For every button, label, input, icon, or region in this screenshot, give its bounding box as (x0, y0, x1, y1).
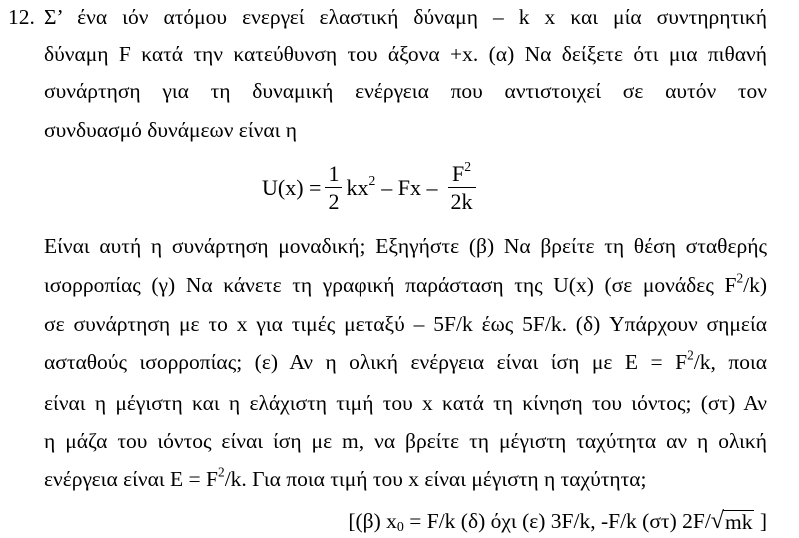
fraction-denominator: 2k (448, 187, 476, 216)
text-line-3: συνάρτηση για τη δυναμική ενέργεια που αντιστοιχεί σε αυτόν τον (44, 79, 767, 103)
eq-kx-term (346, 175, 375, 201)
text-line-8-b: /k, ποια (693, 350, 767, 374)
answer-open: [(β) x (348, 509, 397, 533)
radicand: mk (724, 510, 753, 534)
eq-kx: kx (346, 175, 369, 200)
answer-middle: = F/k (δ) όχι (ε) 3F/k, -F/k (στ) 2F/ (403, 509, 711, 533)
radical-sign-icon: √ (710, 508, 724, 534)
text-line-11-b: /k. Για ποια τιμή του x είναι μέγιστη η ταχύτητα; (224, 467, 647, 491)
text-line-4: συνδυασμό δυνάμεων είναι η (44, 118, 298, 142)
eq-f: F (451, 160, 465, 186)
potential-energy-equation (262, 152, 480, 224)
eq-lhs: U(x) = (262, 175, 322, 200)
text-line-9: είναι η μέγιστη και η ελάχιστη τιμή του x κατά τη κίνηση του ιόντος; (στ) Αν (44, 391, 767, 415)
text-line-10: η μάζα του ιόντος είναι ίση με m, να βρείτε τη μέγιστη ταχύτητα αν η ολική (44, 429, 767, 453)
square-root (711, 509, 755, 533)
fraction-f-squared-over-2k (448, 158, 476, 216)
fraction-denominator: 2 (325, 187, 342, 216)
superscript: 2 (218, 464, 225, 480)
fraction-numerator: 1 (328, 160, 340, 186)
text-line-6 (44, 270, 767, 300)
text-line-8 (44, 347, 767, 377)
problem-number: 12. (8, 5, 35, 29)
eq-middle-terms: – Fx – (381, 175, 438, 200)
text-line-11 (44, 464, 767, 494)
text-line-2: δύναμη F κατά την κατεύθυνση του άξονα +x. (α) Να δείξετε ότι μια πιθανή (44, 42, 767, 66)
text-line-1: Σ’ ένα ιόν ατόμου ενεργεί ελαστική δύναμη – k x και μία συντηρητική (44, 5, 767, 29)
superscript: 2 (736, 270, 744, 286)
superscript: 2 (687, 347, 694, 363)
answer-close: ] (754, 509, 767, 533)
eq-f-square: 2 (464, 158, 472, 174)
fraction-one-half (325, 161, 342, 216)
text-line-11-a: ενέργεια είναι E = F (44, 467, 219, 491)
text-line-7: σε συνάρτηση με το x για τιμές μεταξύ – 5F/k έως 5F/k. (δ) Υπάρχουν σημεία (44, 312, 767, 336)
text-line-8-a: ασταθούς ισορροπίας; (ε) Αν η ολική ενέργεια είναι ίση με E = F (44, 350, 688, 374)
eq-square: 2 (368, 173, 376, 189)
subscript-zero: 0 (396, 519, 404, 535)
answer-key (348, 506, 767, 536)
fraction-numerator (449, 158, 474, 187)
text-line-5: Είναι αυτή η συνάρτηση μοναδική; Εξηγήστε (β) Να βρείτε τη θέση σταθερής (44, 234, 767, 258)
text-line-6-b: /k) (743, 273, 767, 297)
text-line-6-a: ισορροπίας (γ) Να κάνετε τη γραφική παράσταση της U(x) (σε μονάδες F (44, 273, 737, 297)
